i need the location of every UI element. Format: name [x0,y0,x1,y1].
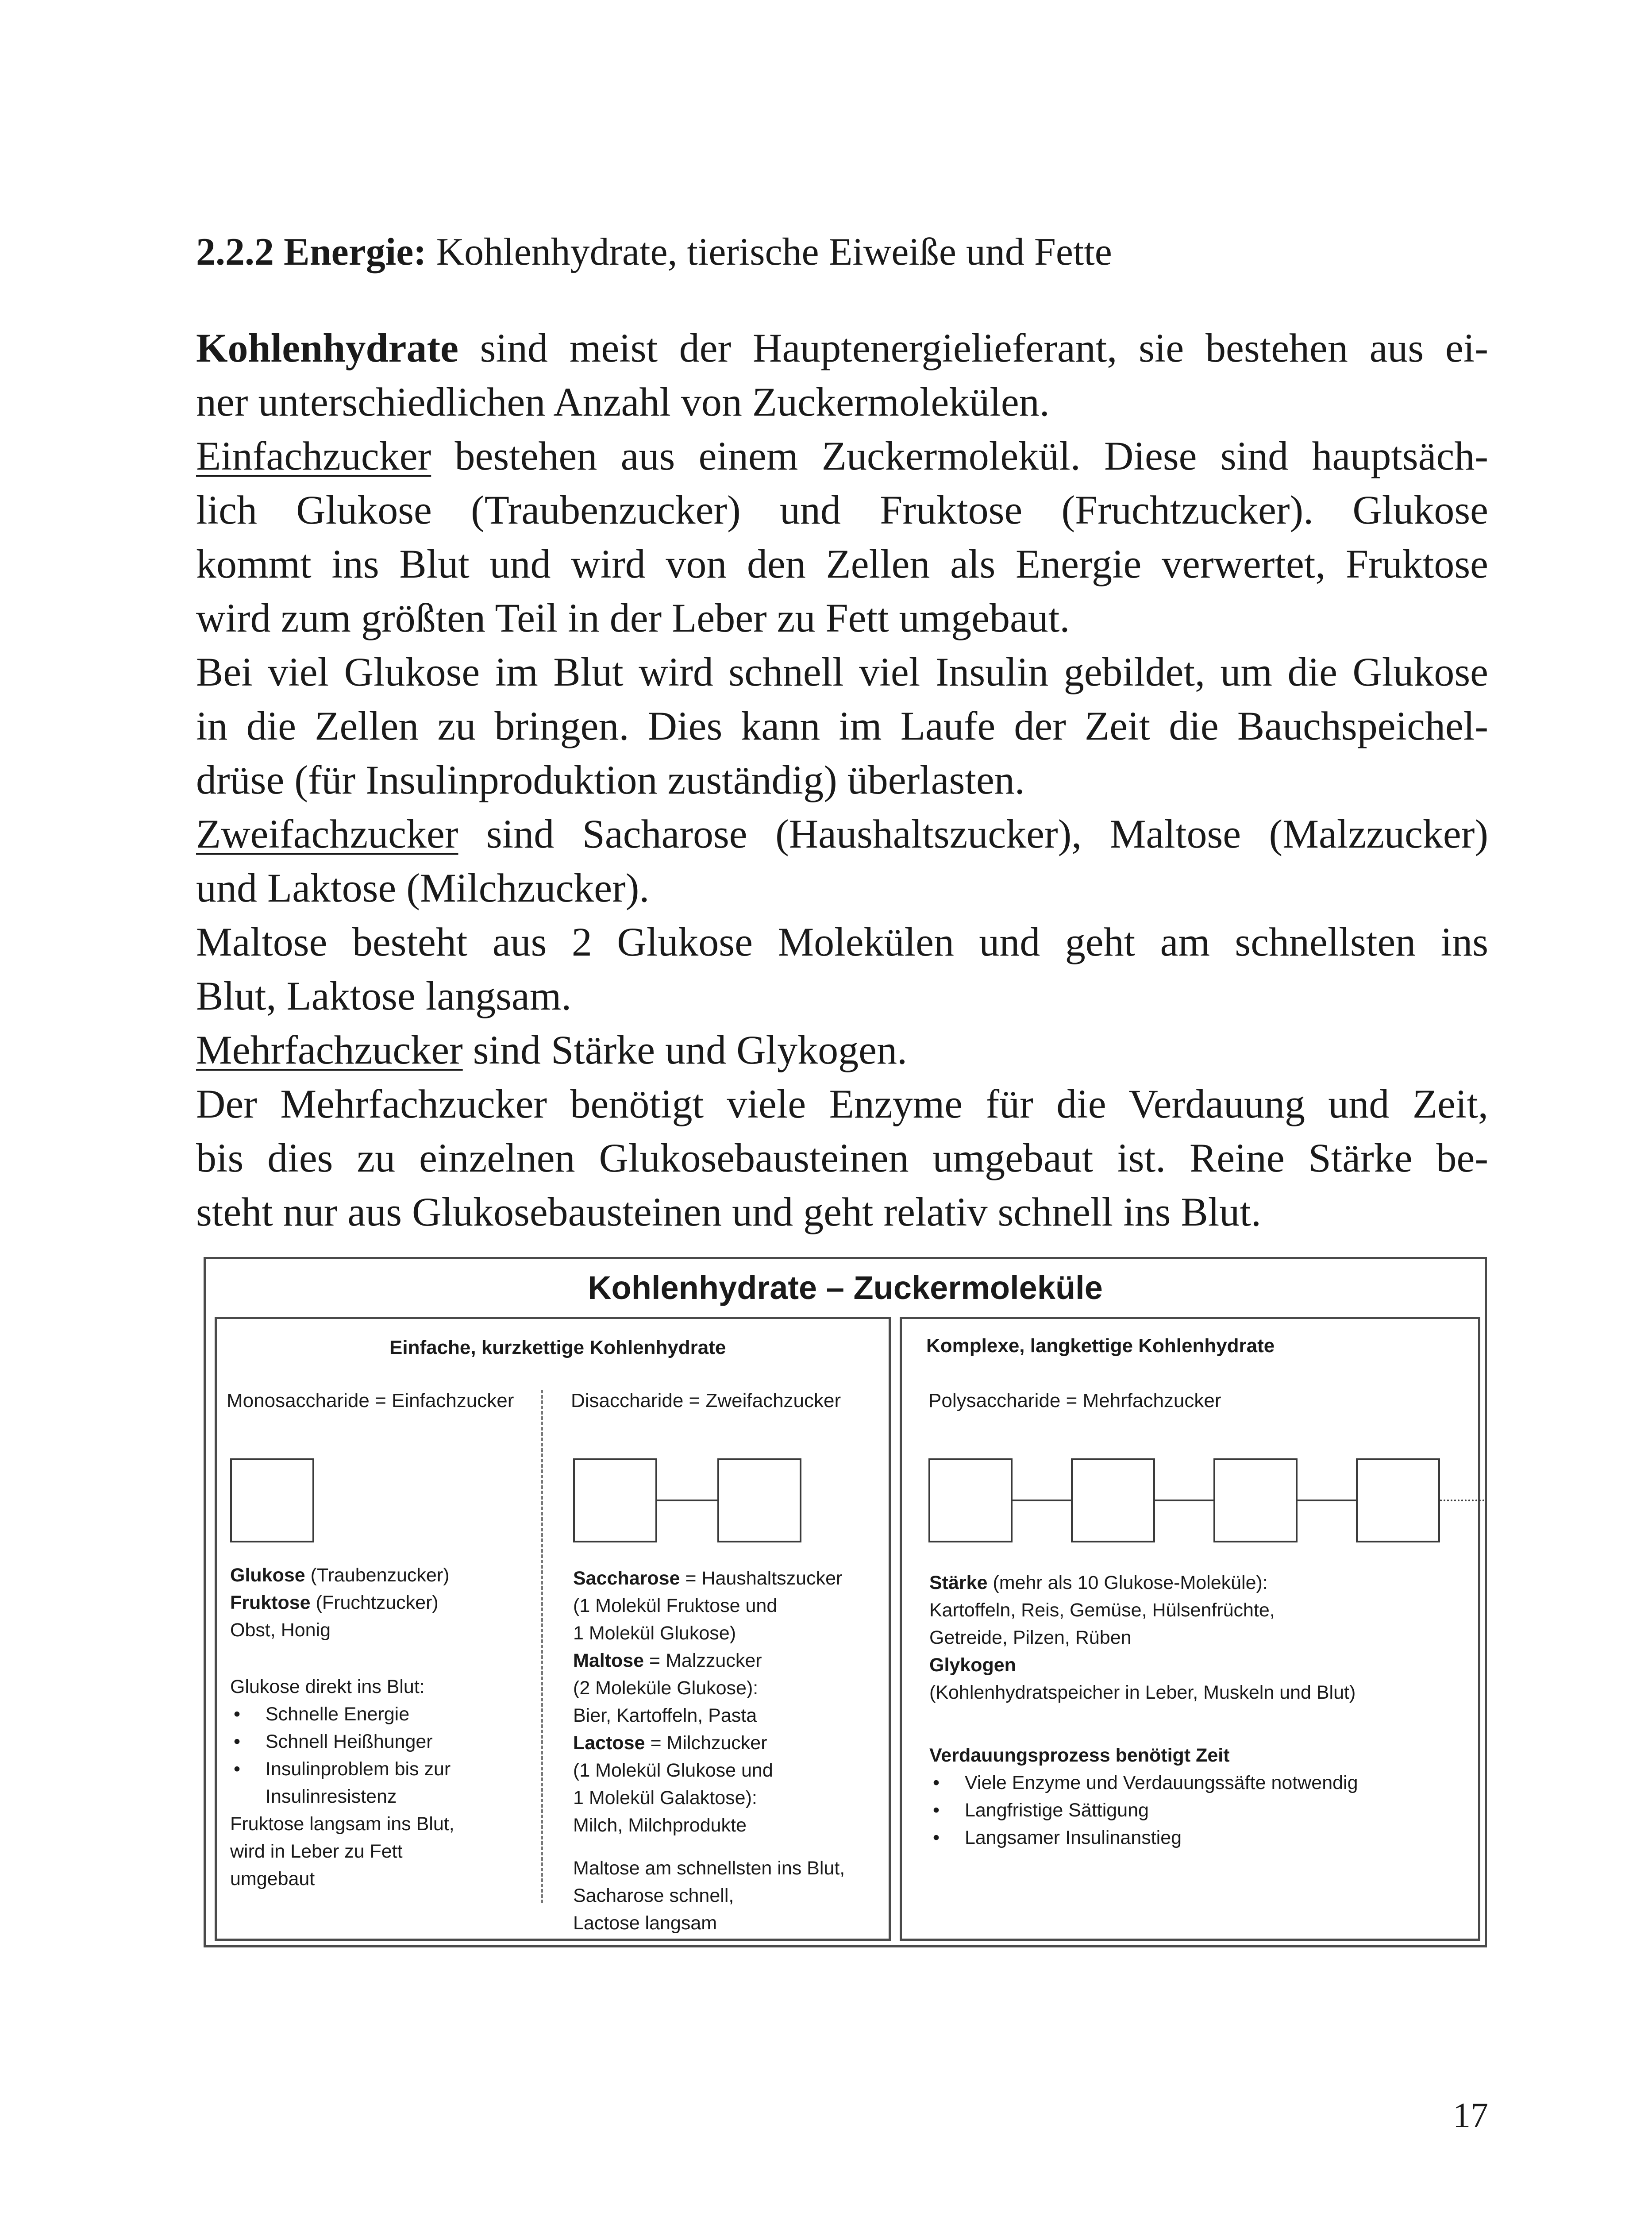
body-line: Mehrfachzucker sind Stärke und Glykogen. [196,1027,907,1072]
body-line: Maltose besteht aus 2 Glukose Molekülen und geht am schnellsten ins [196,919,1488,964]
body-line: in die Zellen zu bringen. Dies kann im Laufe der Zeit die Bauchspeichel- [196,703,1488,748]
page-number: 17 [1453,2096,1488,2135]
bond-line [1155,1500,1213,1501]
bullet-item: • Insulinproblem bis zur [230,1755,454,1783]
mono-line: Obst, Honig [230,1619,331,1641]
complex-carbs-title: Komplexe, langkettige Kohlenhydrate [926,1335,1275,1357]
bullet-item: • Langfristige Sättigung [929,1797,1358,1824]
section-heading [196,226,1112,279]
mono-outro-line: Fruktose langsam ins Blut, [230,1813,454,1835]
body-line: Einfachzucker bestehen aus einem Zuckermolekül. Diese sind hauptsäch- [196,433,1488,478]
body-text [196,321,1488,1239]
figure-title: Kohlenhydrate – Zuckermoleküle [588,1269,1103,1306]
section-number: 2.2.2 [196,231,274,274]
poly-description: Stärke (mehr als 10 Glukose-Moleküle): Kartoffeln, Reis, Gemüse, Hülsenfrüchte, Getreide, Pilzen, Rüben Glykogen (Kohlenhydratspeicher in Leber, Muskeln und Blut) [929,1572,1356,1703]
mono-line: Fruktose (Fruchtzucker) [230,1592,439,1613]
di-description: Saccharose = Haushaltszucker (1 Molekül Fruktose und 1 Molekül Glukose) Maltose = Malzzucker (2 Moleküle Glukose): Bier, Kartoffeln, Pasta Lactose = Milchzucker (1 Molekül Glukose und 1 Molekül Galaktose): Milch, Milchprodukte [573,1568,843,1836]
simple-carbs-panel [215,1317,891,1941]
body-line: wird zum größten Teil in der Leber zu Fett umgebaut. [196,595,1070,640]
bond-line [1013,1500,1071,1501]
body-line: ner unterschiedlichen Anzahl von Zuckermolekülen. [196,379,1050,424]
body-line: kommt ins Blut und wird von den Zellen als Energie verwertet, Fruktose [196,541,1488,586]
molecule-box-poly-3 [1213,1458,1298,1542]
bullet-item-continuation: Insulinresistenz [266,1786,397,1807]
mono-description [230,1561,449,1644]
mono-label: Monosaccharide = Einfachzucker [227,1390,514,1411]
bullet-item: • Schnelle Energie [230,1700,454,1728]
molecule-box-di-1 [573,1458,657,1542]
di-outro: Maltose am schnellsten ins Blut, Sacharose schnell, Lactose langsam [573,1858,845,1934]
molecule-box-di-2 [717,1458,801,1542]
poly-label: Polysaccharide = Mehrfachzucker [928,1390,1221,1411]
bullet-item: • Viele Enzyme und Verdauungssäfte notwendig [929,1769,1358,1797]
mono-blood-description [230,1673,454,1893]
body-line: lich Glukose (Traubenzucker) und Fruktose (Fruchtzucker). Glukose [196,487,1488,532]
molecule-box-poly-2 [1071,1458,1155,1542]
bond-line [1298,1500,1356,1501]
bond-line-continued [1440,1500,1484,1501]
mono-outro-line: wird in Leber zu Fett [230,1841,403,1862]
di-label: Disaccharide = Zweifachzucker [571,1390,841,1411]
bullet-item: • Schnell Heißhunger [230,1728,454,1755]
body-line: Bei viel Glukose im Blut wird schnell viel Insulin gebildet, um die Glukose [196,649,1488,694]
mono-line: Glukose (Traubenzucker) [230,1565,450,1586]
bond-line [657,1500,717,1501]
molecule-box-mono [230,1458,314,1542]
verdauung-section: Verdauungsprozess benötigt Zeit • Viele Enzyme und Verdauungssäfte notwendig • Langfristige Sättigung • Langsamer Insulinanstieg [929,1742,1358,1851]
body-line: Zweifachzucker sind Sacharose (Haushaltszucker), Maltose (Malzzucker) [196,811,1488,856]
body-line: Kohlenhydrate sind meist der Hauptenergielieferant, sie bestehen aus ei- [196,325,1488,370]
body-line: drüse (für Insulinproduktion zuständig) überlasten. [196,757,1025,802]
molecule-box-poly-4 [1356,1458,1440,1542]
body-line: Der Mehrfachzucker benötigt viele Enzyme für die Verdauung und Zeit, [196,1081,1488,1126]
carbohydrate-figure [204,1257,1487,1947]
body-line: Blut, Laktose langsam. [196,973,572,1018]
body-line: und Laktose (Milchzucker). [196,865,650,910]
mono-blood-intro: Glukose direkt ins Blut: [230,1676,425,1697]
complex-carbs-panel [900,1317,1480,1941]
section-heading-bold: Energie: [284,231,427,274]
body-line: steht nur aus Glukosebausteinen und geht relativ schnell ins Blut. [196,1189,1261,1234]
bullet-item: • Langsamer Insulinanstieg [929,1824,1358,1851]
simple-carbs-title: Einfache, kurzkettige Kohlenhydrate [389,1337,726,1358]
mono-outro-line: umgebaut [230,1868,315,1889]
body-line: bis dies zu einzelnen Glukosebausteinen umgebaut ist. Reine Stärke be- [196,1135,1488,1180]
divider-dashed [541,1390,543,1903]
molecule-box-poly-1 [928,1458,1013,1542]
section-heading-text: Kohlenhydrate, tierische Eiweiße und Fette [436,231,1112,274]
